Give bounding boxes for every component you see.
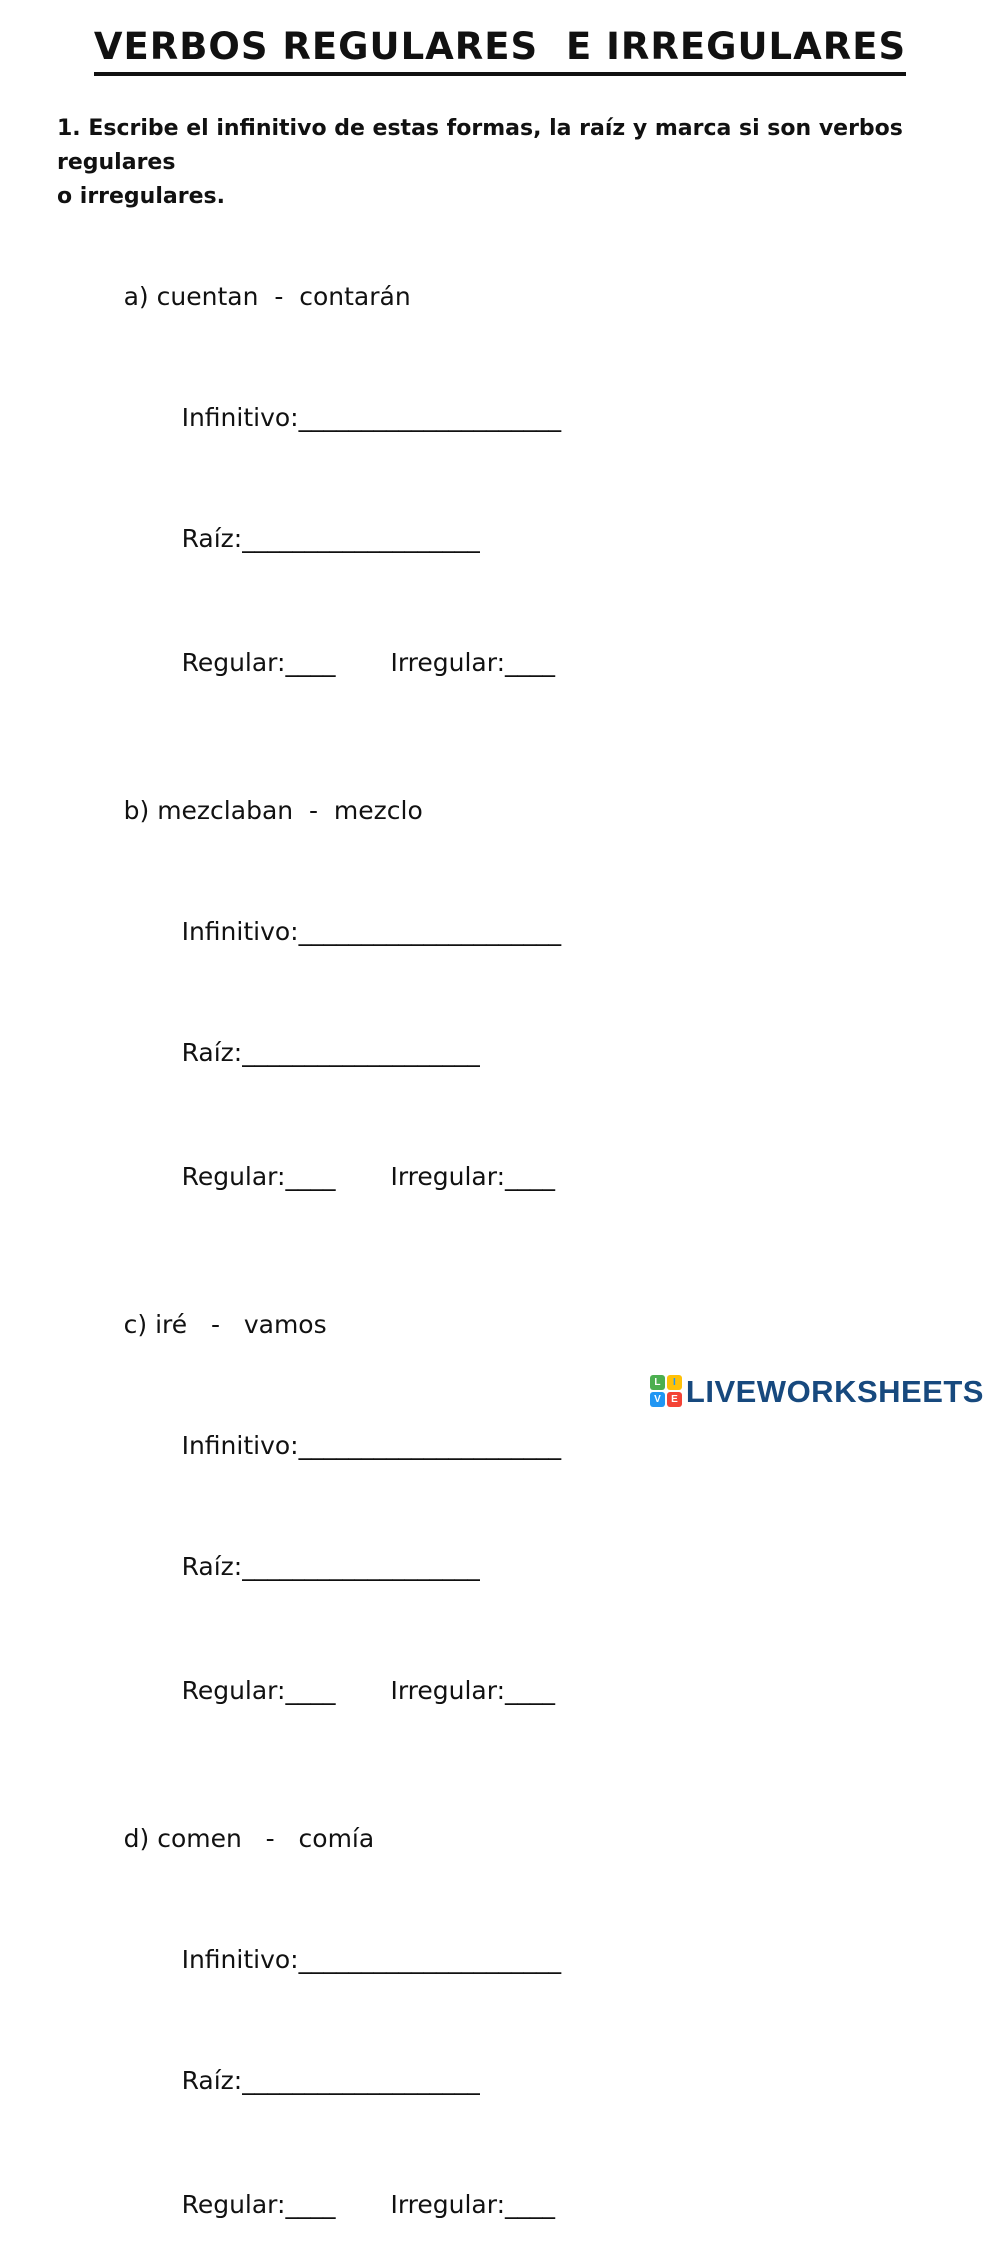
- item-b-verb-pair: mezclaban - mezclo: [157, 796, 423, 826]
- irregular-label: Irregular:: [390, 1162, 506, 1192]
- exercise-list: [60, 250, 1000, 2252]
- irregular-answer-blank[interactable]: ____: [505, 648, 556, 678]
- regular-answer-blank[interactable]: ____: [285, 2190, 336, 2220]
- raiz-answer-blank[interactable]: ___________________: [242, 2065, 480, 2095]
- item-d-verb-pair: comen - comía: [157, 1824, 375, 1854]
- item-d-infinitivo-field: [118, 1913, 1000, 2007]
- infinitivo-label: Infinitivo:: [181, 1944, 299, 1974]
- item-c-raiz-field: [118, 1519, 1000, 1613]
- exercise-item-b: [60, 764, 1000, 1224]
- item-d-letter: d): [123, 1824, 150, 1854]
- item-b-regular-field: [118, 1130, 1000, 1224]
- liveworksheets-grid-icon: [650, 1375, 682, 1407]
- brand-wordmark: LIVEWORKSHEETS: [685, 1373, 984, 1409]
- item-b-letter: b): [123, 796, 150, 826]
- raiz-label: Raíz:: [181, 1037, 243, 1067]
- raiz-answer-blank[interactable]: ___________________: [242, 523, 480, 553]
- raiz-answer-blank[interactable]: ___________________: [242, 1037, 480, 1067]
- irregular-answer-blank[interactable]: ____: [505, 1162, 556, 1192]
- raiz-answer-blank[interactable]: ___________________: [242, 1551, 480, 1581]
- irregular-label: Irregular:: [390, 1676, 506, 1706]
- item-d-raiz-field: [118, 2033, 1000, 2127]
- item-a-infinitivo-field: [118, 371, 1000, 465]
- item-a-header: [60, 250, 1000, 344]
- liveworksheets-logo[interactable]: [650, 1375, 984, 1407]
- item-c-regular-field: [118, 1644, 1000, 1738]
- raiz-label: Raíz:: [181, 1551, 243, 1581]
- regular-label: Regular:: [181, 2190, 286, 2220]
- instruction-line-1: 1. Escribe el infinitivo de estas formas, la raíz y marca si son verbos regulares: [57, 115, 911, 175]
- item-a-verb-pair: cuentan - contarán: [156, 282, 411, 312]
- item-a-regular-field: [118, 616, 1000, 710]
- logo-tile-e: E: [667, 1392, 682, 1407]
- item-b-header: [60, 764, 1000, 858]
- item-b-infinitivo-field: [118, 885, 1000, 979]
- regular-label: Regular:: [181, 1162, 286, 1192]
- infinitivo-answer-blank[interactable]: _____________________: [298, 916, 562, 946]
- raiz-label: Raíz:: [181, 2065, 243, 2095]
- instruction-line-2: o irregulares.: [57, 183, 225, 209]
- logo-tile-i: I: [667, 1375, 682, 1390]
- infinitivo-label: Infinitivo:: [181, 1430, 299, 1460]
- infinitivo-answer-blank[interactable]: _____________________: [298, 402, 562, 432]
- infinitivo-answer-blank[interactable]: _____________________: [298, 1430, 562, 1460]
- infinitivo-answer-blank[interactable]: _____________________: [298, 1944, 562, 1974]
- item-b-raiz-field: [118, 1005, 1000, 1099]
- infinitivo-label: Infinitivo:: [181, 402, 299, 432]
- logo-tile-l: L: [650, 1375, 665, 1390]
- regular-label: Regular:: [181, 1676, 286, 1706]
- instruction-text: [57, 112, 960, 214]
- item-c-infinitivo-field: [118, 1399, 1000, 1493]
- regular-answer-blank[interactable]: ____: [285, 1676, 336, 1706]
- regular-label: Regular:: [181, 648, 286, 678]
- infinitivo-label: Infinitivo:: [181, 916, 299, 946]
- raiz-label: Raíz:: [181, 523, 243, 553]
- item-c-header: [60, 1278, 1000, 1372]
- regular-answer-blank[interactable]: ____: [285, 648, 336, 678]
- worksheet-title: VERBOS REGULARES E IRREGULARES: [94, 26, 906, 76]
- item-a-raiz-field: [118, 491, 1000, 585]
- exercise-item-c: [60, 1278, 1000, 1738]
- logo-tile-v: V: [650, 1392, 665, 1407]
- exercise-item-d: [60, 1792, 1000, 2252]
- irregular-label: Irregular:: [390, 648, 506, 678]
- exercise-item-a: [60, 250, 1000, 710]
- irregular-answer-blank[interactable]: ____: [505, 1676, 556, 1706]
- item-a-letter: a): [123, 282, 149, 312]
- item-d-header: [60, 1792, 1000, 1886]
- regular-answer-blank[interactable]: ____: [285, 1162, 336, 1192]
- item-d-regular-field: [118, 2158, 1000, 2252]
- irregular-answer-blank[interactable]: ____: [505, 2190, 556, 2220]
- item-c-letter: c): [123, 1310, 148, 1340]
- item-c-verb-pair: iré - vamos: [155, 1310, 327, 1340]
- irregular-label: Irregular:: [390, 2190, 506, 2220]
